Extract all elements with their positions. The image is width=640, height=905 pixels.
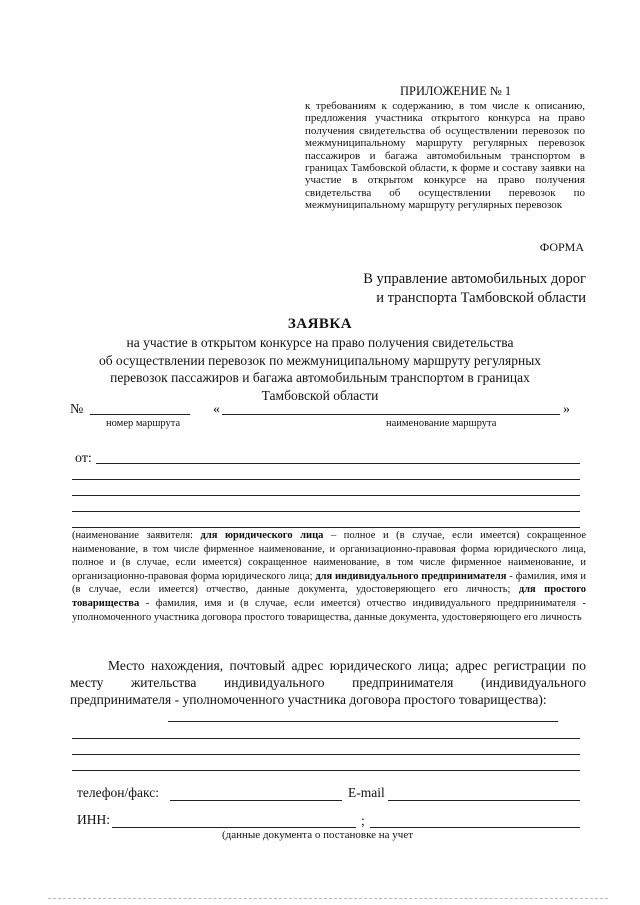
document-title: ЗАЯВКА: [287, 316, 353, 332]
addressee: [330, 270, 586, 308]
quote-close: »: [563, 402, 570, 417]
note-bold: для индивидуального предпринимателя: [315, 570, 507, 582]
note-text: - фамилия, имя и (в случае, если имеется) отчество, данные документа, удостоверяющего его личность;: [72, 570, 586, 596]
addressee-line-1: В управление автомобильных дорог: [363, 271, 586, 287]
quote-open: «: [213, 402, 220, 417]
inn-field[interactable]: [112, 827, 356, 828]
address-field-line[interactable]: [72, 754, 580, 755]
phone-field[interactable]: [170, 800, 342, 801]
number-sign: №: [70, 402, 84, 417]
applicant-field-line[interactable]: [72, 511, 580, 512]
applicant-note: [72, 529, 586, 624]
note-text: (наименование заявителя:: [72, 530, 201, 541]
subtitle-line: об осуществлении перевозок по межмуниципальному маршруту регулярных: [98, 352, 542, 368]
applicant-field-line[interactable]: [72, 479, 580, 480]
document-subtitle: [60, 334, 580, 404]
email-label: E-mail: [348, 785, 385, 800]
note-bold: для простого товарищества: [72, 584, 586, 609]
applicant-field-line[interactable]: [72, 527, 580, 528]
inn-label: ИНН:: [77, 812, 110, 827]
address-field-line[interactable]: [72, 738, 580, 739]
page-cut-line: [48, 898, 608, 899]
address-field-line[interactable]: [168, 721, 558, 722]
form-label: ФОРМА: [539, 240, 584, 254]
inn-caption: (данные документа о постановке на учет: [222, 829, 414, 841]
from-label: от:: [75, 451, 92, 466]
appendix-title: ПРИЛОЖЕНИЕ № 1: [400, 84, 512, 98]
route-name-caption: наименование маршрута: [386, 418, 497, 429]
note-bold: для юридического лица: [200, 530, 324, 541]
address-field-line[interactable]: [72, 770, 580, 771]
route-number-field[interactable]: [90, 414, 190, 415]
note-text: – полное и (в случае, если имеется) сокращенное наименование, в том числе фирменное наименование, и организационно-правовая форма юридического лица, полное и (в случае, если имеется) сокращенное наименование, в том числе фирменное наименование, и организационно-правовая форма юридического лица;: [72, 530, 586, 582]
address-paragraph: Место нахождения, почтовый адрес юридического лица; адрес регистрации по месту жительства индивидуального предпринимателя (индивидуального предпринимателя - уполномоченного участника договора простого товарищества):: [70, 658, 586, 707]
inn-separator: ;: [361, 813, 365, 828]
email-field[interactable]: [388, 800, 580, 801]
registration-field[interactable]: [370, 827, 580, 828]
subtitle-line: перевозок пассажиров и багажа автомобильным транспортом в границах: [110, 370, 530, 385]
phone-label: телефон/факс:: [77, 785, 159, 800]
route-number-caption: номер маршрута: [106, 418, 181, 429]
note-text: - фамилия, имя и (в случае, если имеется) отчество индивидуального предпринимателя - уполномоченного участника договора простого товарищества, данные документа, удостоверяющего его личность: [72, 597, 586, 623]
applicant-field-line[interactable]: [96, 463, 580, 464]
applicant-field-line[interactable]: [72, 495, 580, 496]
route-name-field[interactable]: [222, 414, 560, 415]
appendix-description: к требованиям к содержанию, в том числе к описанию, предложения участника открытого конкурса на право получения свидетельства об осуществлении перевозок по межмуниципальному маршруту регулярных перевозок пассажиров и багажа автомобильным транспортом в границах Тамбовской области, к форме и составу заявки на участие в открытом конкурсе на право получения свидетельства об осуществлении перевозок по межмуниципальному маршруту регулярных перевозок: [305, 100, 585, 212]
subtitle-line: Тамбовской области: [261, 387, 379, 403]
addressee-line-2: и транспорта Тамбовской области: [376, 290, 586, 306]
subtitle-line: на участие в открытом конкурсе на право получения свидетельства: [126, 335, 514, 350]
